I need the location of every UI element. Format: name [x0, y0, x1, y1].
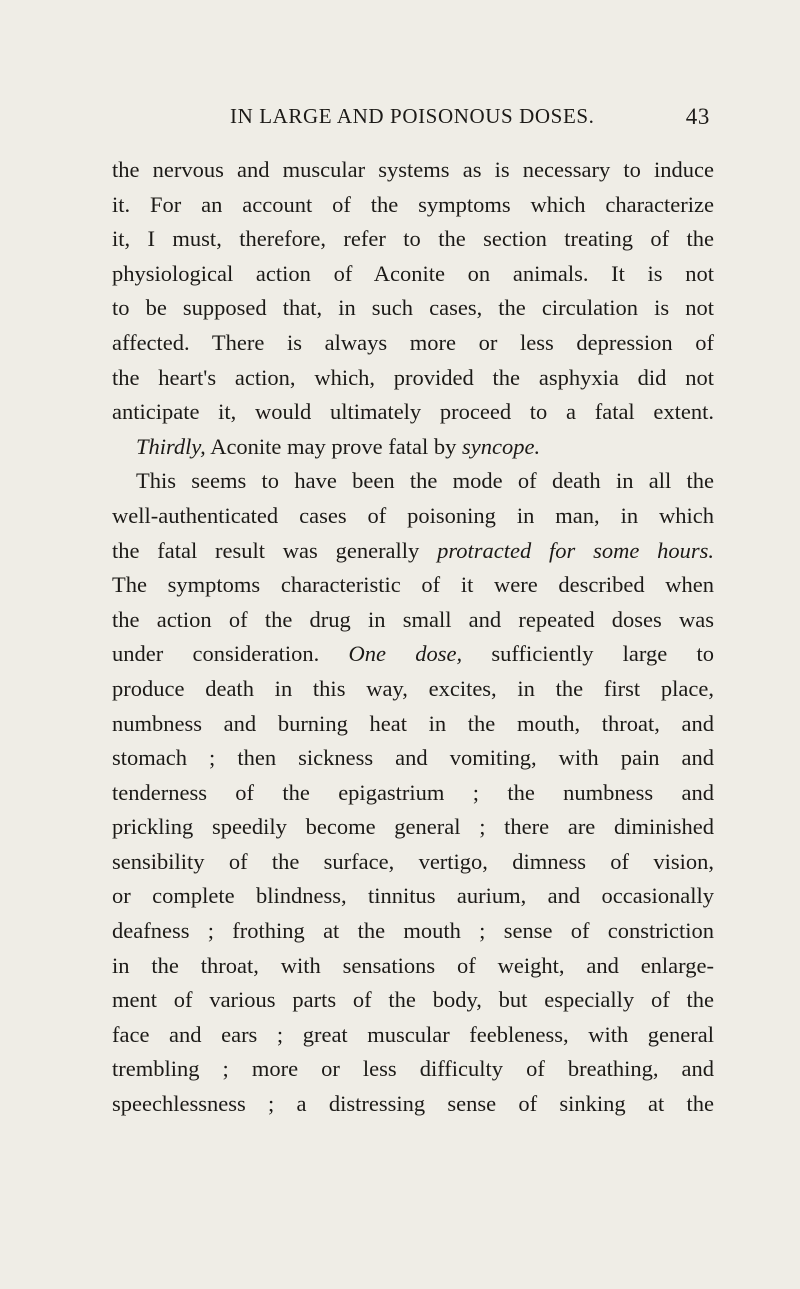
text-line: tenderness of the epigastrium ; the numbness and	[112, 779, 714, 805]
text-line: affected. There is always more or less depression of	[112, 329, 714, 355]
text-run: the fatal result was generally	[112, 537, 438, 563]
text-line: well-authenticated cases of poisoning in man, in which	[112, 502, 714, 528]
text-line: stomach ; then sickness and vomiting, with pain and	[112, 745, 714, 771]
running-head	[230, 104, 710, 134]
body-text	[112, 153, 714, 1122]
running-title: IN LARGE AND POISONOUS DOSES.	[230, 104, 595, 128]
text-line: to be supposed that, in such cases, the circulation is not	[112, 295, 714, 321]
text-run: under consideration.	[112, 641, 349, 667]
text-line: speechlessness ; a distressing sense of sinking at the	[112, 1091, 714, 1117]
italic-term: syncope.	[461, 433, 541, 459]
text-line: it. For an account of the symptoms which characterize	[112, 191, 714, 217]
text-run: sufficiently large to	[462, 641, 714, 667]
text-line	[112, 534, 714, 569]
text-line: produce death in this way, excites, in the first place,	[112, 675, 714, 701]
text-line: physiological action of Aconite on animals. It is not	[112, 260, 714, 286]
italic-term: Thirdly,	[136, 433, 206, 459]
text-run: Aconite may prove fatal by	[205, 433, 462, 459]
text-line: ment of various parts of the body, but especially of the	[112, 987, 714, 1013]
text-line: in the throat, with sensations of weight, and enlarge-	[112, 952, 714, 978]
text-line: The symptoms characteristic of it were described when	[112, 572, 714, 598]
text-line	[112, 430, 714, 465]
italic-phrase: protracted for some hours.	[437, 537, 714, 563]
italic-phrase: One dose,	[348, 641, 463, 667]
text-line: This seems to have been the mode of death in all the	[136, 468, 714, 494]
text-line: the heart's action, which, provided the asphyxia did not	[112, 364, 714, 390]
text-line: face and ears ; great muscular feebleness, with general	[112, 1021, 714, 1047]
text-line	[112, 637, 714, 672]
text-line: the action of the drug in small and repeated doses was	[112, 606, 714, 632]
text-line: prickling speedily become general ; there are diminished	[112, 814, 714, 840]
text-line: trembling ; more or less difficulty of breathing, and	[112, 1056, 714, 1082]
text-line: it, I must, therefore, refer to the section treating of the	[112, 226, 714, 252]
text-line: sensibility of the surface, vertigo, dimness of vision,	[112, 848, 714, 874]
text-line: the nervous and muscular systems as is necessary to induce	[112, 157, 714, 182]
text-line: or complete blindness, tinnitus aurium, and occasionally	[112, 883, 714, 909]
text-line: deafness ; frothing at the mouth ; sense of constriction	[112, 918, 714, 944]
text-line: anticipate it, would ultimately proceed to a fatal extent.	[112, 399, 714, 425]
page-number: 43	[685, 104, 710, 129]
text-line: numbness and burning heat in the mouth, throat, and	[112, 710, 714, 736]
